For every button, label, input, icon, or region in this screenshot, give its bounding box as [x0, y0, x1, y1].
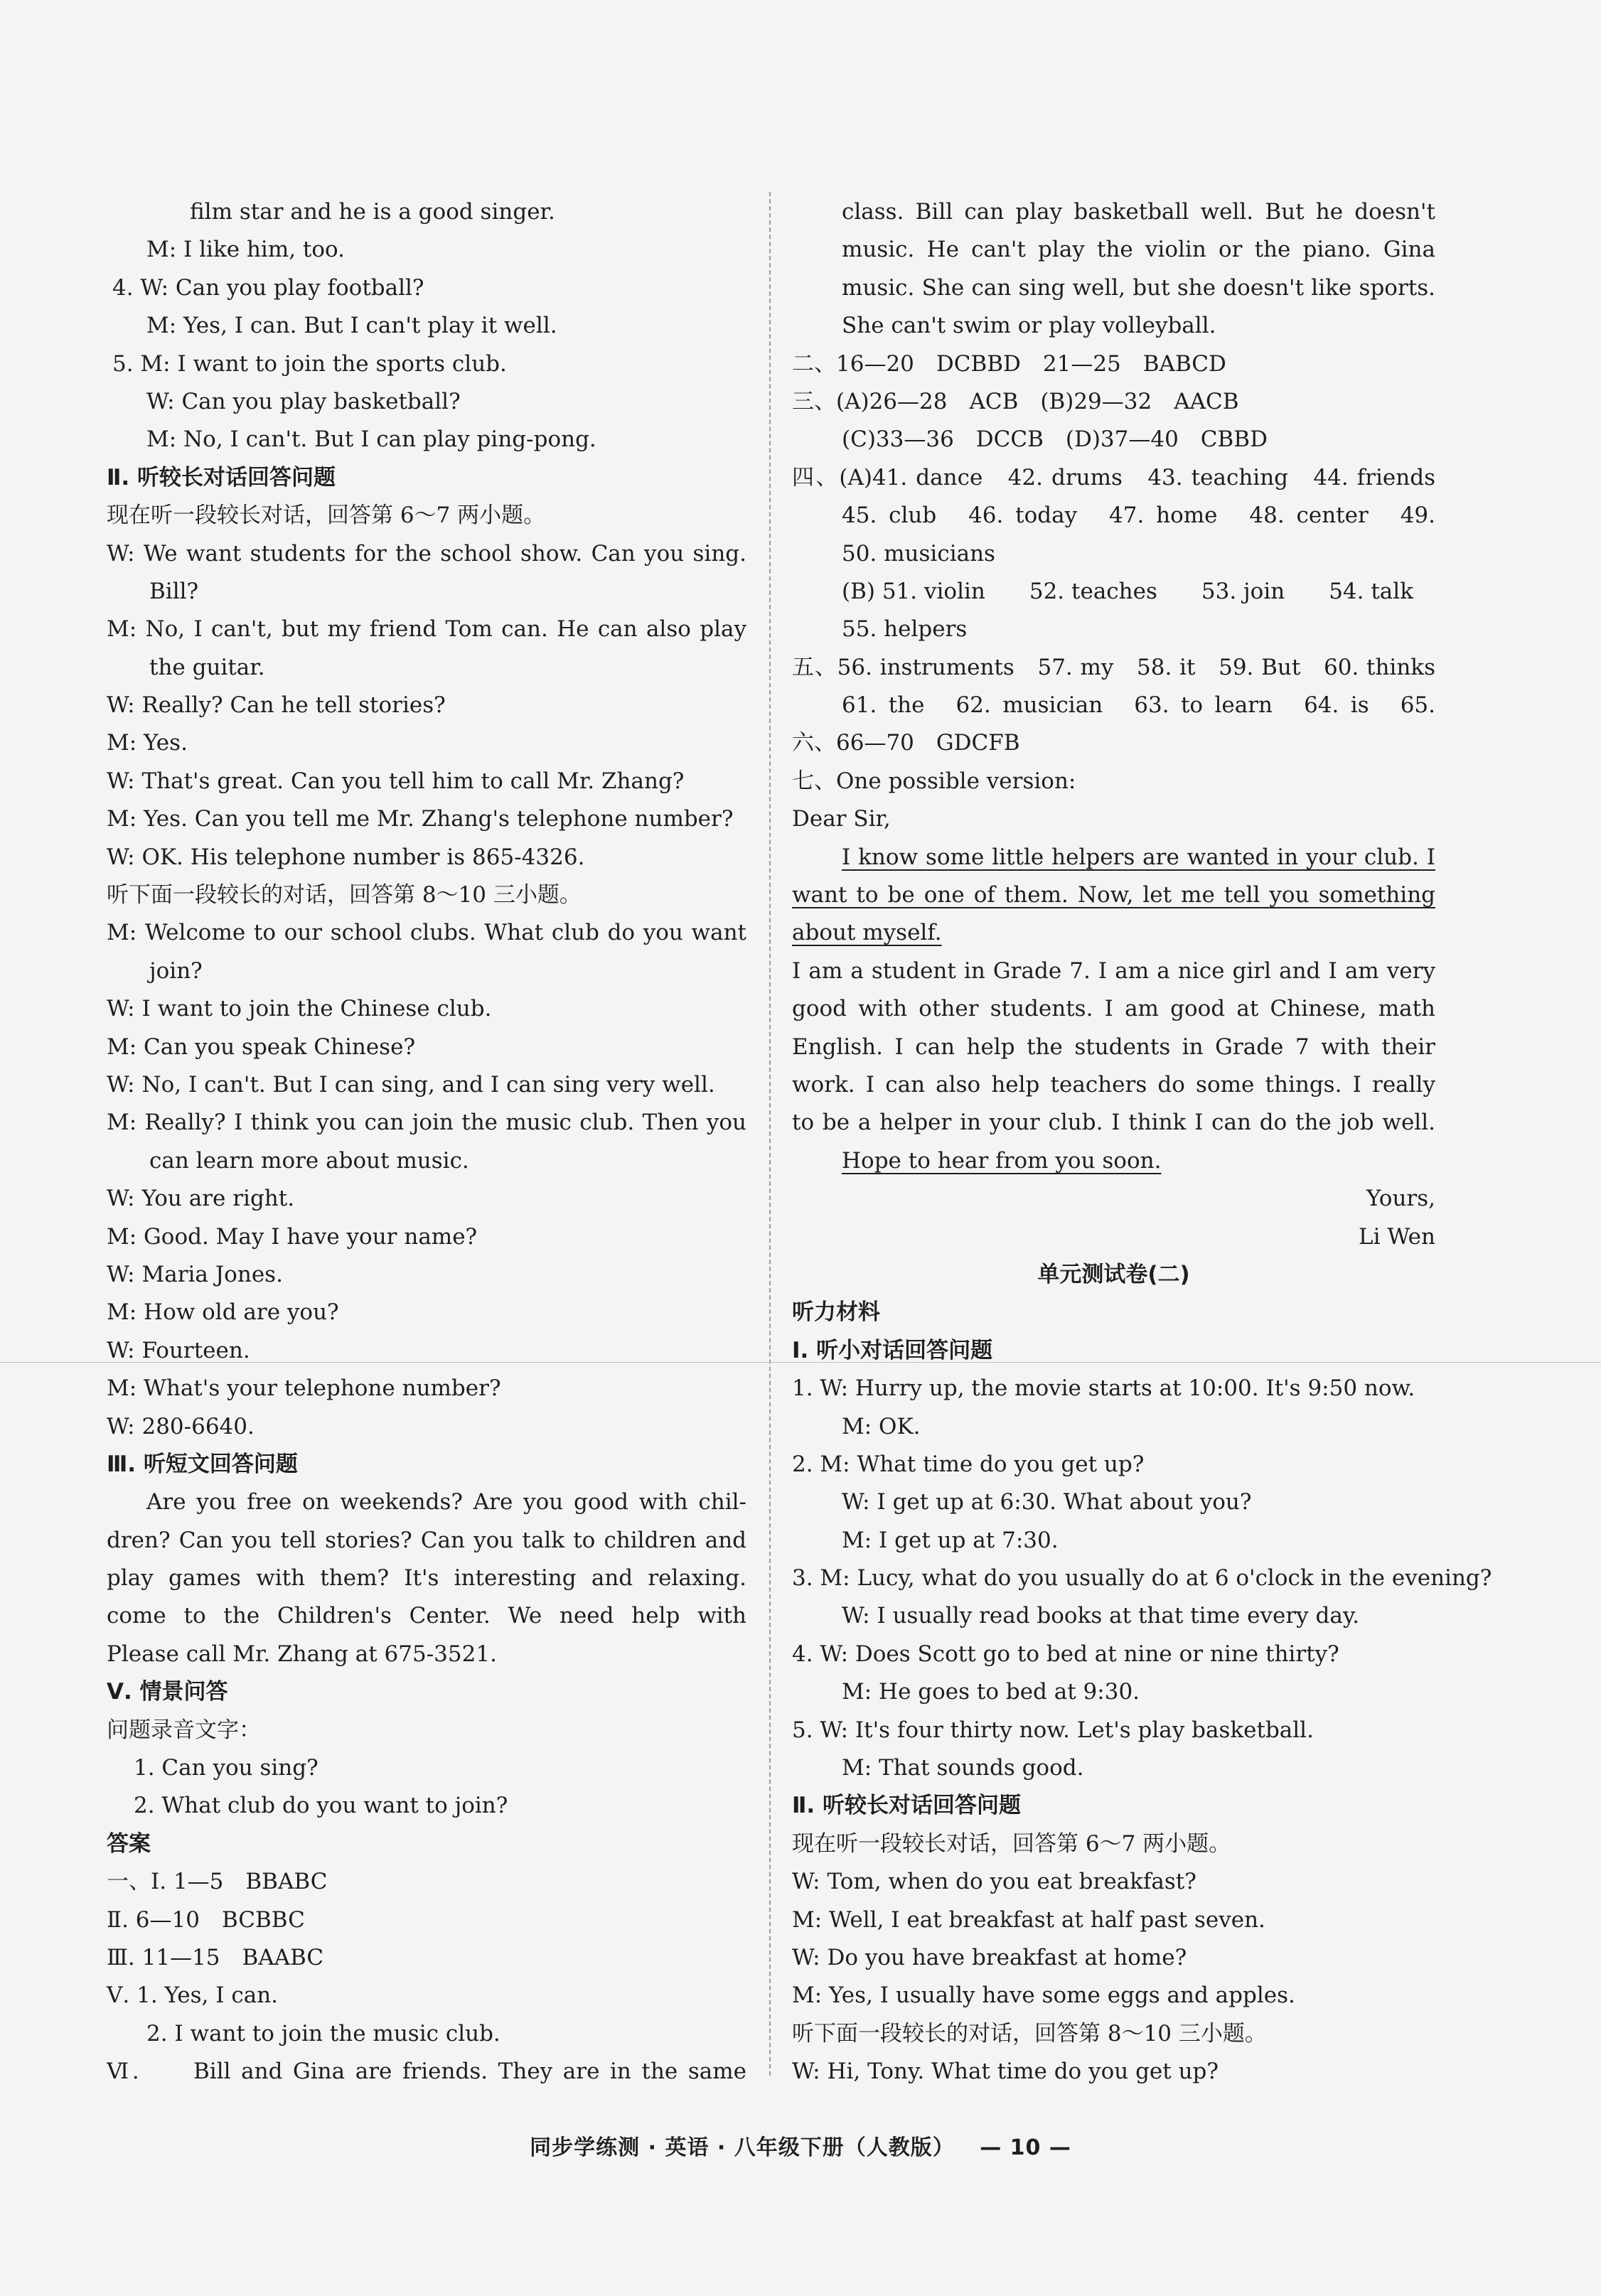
- text-line: [792, 535, 1435, 573]
- text-line: [107, 1408, 746, 1446]
- text-line: [792, 383, 1435, 421]
- text-line-content: 1. Can you sing?: [134, 1755, 318, 1781]
- text-line: [792, 1332, 1435, 1370]
- text-line-content: 单元测试卷(二): [1037, 1261, 1190, 1287]
- text-line: [792, 1294, 1435, 1331]
- text-line-content: 4. W: Does Scott go to bed at nine or nine thirty?: [792, 1641, 1339, 1667]
- text-line-content: film star and he is a good singer.: [190, 199, 555, 225]
- text-line: [792, 1560, 1492, 1597]
- text-line-content: W: Fourteen.: [107, 1337, 250, 1363]
- text-line-content: W: Do you have breakfast at home?: [792, 1944, 1187, 1970]
- text-line-content: M: No, I can't. But I can play ping-pong.: [146, 427, 596, 453]
- text-line-content: M: What's your telephone number?: [107, 1375, 501, 1402]
- text-line-content: M: Yes. Can you tell me Mr. Zhang's telephone number?: [107, 806, 734, 832]
- text-line: [107, 763, 746, 800]
- text-line-content: 听下面一段较长的对话，回答第 8～10 三小题。: [107, 882, 582, 908]
- text-line-content: good with other students. I am good at Chinese, math: [792, 996, 1435, 1022]
- text-line: [792, 763, 1435, 800]
- text-line: [107, 1104, 746, 1142]
- text-line-content: Hope to hear from you soon.: [842, 1147, 1162, 1174]
- text-line-content: I am a student in Grade 7. I am a nice girl and I am very: [792, 957, 1435, 984]
- text-line: [107, 1825, 746, 1863]
- text-line-content: M: Good. May I have your name?: [107, 1223, 478, 1250]
- text-line: [792, 1408, 1435, 1446]
- text-line: [107, 1636, 746, 1673]
- text-line-content: M: Well, I eat breakfast at half past seven.: [792, 1906, 1265, 1933]
- text-line-content: 2. I want to join the music club.: [146, 2020, 500, 2046]
- text-line-content: 现在听一段较长对话，回答第 6～7 两小题。: [792, 1830, 1231, 1857]
- text-line-content: W: I want to join the Chinese club.: [107, 996, 492, 1022]
- text-line: [792, 1636, 1435, 1673]
- text-line-content: Ⅴ. 情景问答: [107, 1679, 228, 1705]
- text-line: [792, 839, 1435, 876]
- text-line-content: Ⅰ. 听小对话回答问题: [792, 1337, 993, 1363]
- text-line-content: M: Can you speak Chinese?: [107, 1034, 416, 1060]
- text-line-content: 现在听一段较长对话，回答第 6～7 两小题。: [107, 503, 546, 529]
- text-line: [107, 421, 746, 458]
- text-line: [107, 1597, 746, 1635]
- text-line-content: M: Yes, I usually have some eggs and apples.: [792, 1983, 1295, 2009]
- text-line: [107, 345, 746, 383]
- text-line-content: 答案: [107, 1830, 151, 1857]
- text-line-content: M: He goes to bed at 9:30.: [842, 1679, 1140, 1705]
- text-line-content: Are you free on weekends? Are you good with chil-: [146, 1489, 746, 1516]
- text-line: [107, 839, 746, 876]
- text-line-content: play games with them? It's interesting and relaxing.: [107, 1565, 746, 1592]
- text-line: [107, 1370, 746, 1407]
- text-line: [792, 1673, 1435, 1711]
- text-line-content: to be a helper in your club. I think I can do the job well.: [792, 1110, 1435, 1136]
- right-column: [792, 193, 1492, 2091]
- text-line: [107, 1863, 746, 1901]
- text-line: [792, 1256, 1435, 1294]
- text-line: [107, 990, 746, 1028]
- text-line: [792, 1901, 1435, 1939]
- text-line-content: 1. W: Hurry up, the movie starts at 10:00. It's 9:50 now.: [792, 1375, 1415, 1402]
- text-line: [107, 1446, 746, 1484]
- text-line: [792, 914, 1435, 952]
- text-line-content: 三、(A)26—28 ACB (B)29—32 AACB: [792, 388, 1239, 414]
- text-line: [792, 1597, 1435, 1635]
- text-line: [792, 1522, 1435, 1560]
- text-line: [792, 231, 1435, 269]
- text-line-content: 2. What club do you want to join?: [134, 1793, 508, 1819]
- text-line: [792, 990, 1435, 1028]
- text-line-content: 50. musicians: [842, 540, 995, 567]
- text-line-content: M: Really? I think you can join the music club. Then you: [107, 1110, 746, 1136]
- text-line: [792, 573, 1435, 611]
- footer-title: 同步学练测 · 英语 · 八年级下册（人教版）: [530, 2135, 955, 2160]
- text-line-content: come to the Children's Center. We need help with: [107, 1603, 746, 1629]
- text-line: [107, 1180, 746, 1218]
- text-line-content: (C)33—36 DCCB (D)37—40 CBBD: [842, 427, 1268, 453]
- text-line: [107, 2053, 746, 2091]
- text-line-content: English. I can help the students in Grade 7 with their: [792, 1034, 1435, 1060]
- text-line: [107, 2015, 746, 2053]
- text-line: [107, 573, 746, 611]
- text-line: [792, 193, 1435, 231]
- text-line: [792, 687, 1435, 724]
- text-line-content: I know some little helpers are wanted in your club. I: [842, 844, 1435, 870]
- text-line: [107, 497, 746, 535]
- text-line: [792, 1825, 1435, 1863]
- text-line: [792, 1218, 1435, 1256]
- text-line: [107, 1939, 746, 1977]
- text-line-content: Ⅱ. 听较长对话回答问题: [792, 1793, 1021, 1819]
- text-line-content: Ⅲ. 11—15 BAABC: [107, 1944, 324, 1970]
- text-line: [107, 1977, 746, 2015]
- text-line: [107, 1484, 746, 1521]
- text-line-content: 五、56. instruments 57. my 58. it 59. But 60. thinks: [792, 654, 1435, 680]
- text-line-content: W: No, I can't. But I can sing, and I can sing very well.: [107, 1071, 715, 1098]
- text-line-content: W: 280-6640.: [107, 1413, 255, 1439]
- text-line: [107, 611, 746, 648]
- text-line-content: music. She can sing well, but she doesn't like sports.: [842, 274, 1435, 301]
- text-line-content: 听下面一段较长的对话，回答第 8～10 三小题。: [792, 2020, 1267, 2046]
- text-line-content: M: I get up at 7:30.: [842, 1527, 1059, 1553]
- text-line: [792, 421, 1435, 458]
- text-line-content: M: How old are you?: [107, 1299, 339, 1326]
- text-line-content: W: Really? Can he tell stories?: [107, 692, 446, 719]
- text-line: [792, 2053, 1435, 2091]
- page-number: — 10 —: [980, 2135, 1071, 2160]
- text-line-content: 七、One possible version:: [792, 768, 1076, 794]
- text-line: [107, 1712, 746, 1749]
- text-line-content: Dear Sir,: [792, 806, 891, 832]
- text-line: [107, 1749, 746, 1787]
- text-line-content: Ⅱ. 6—10 BCBBC: [107, 1906, 305, 1933]
- text-line: [107, 269, 746, 307]
- text-line-content: W: We want students for the school show. Can you sing.: [107, 540, 746, 567]
- text-line: [107, 535, 746, 573]
- text-line-content: M: Yes.: [107, 730, 188, 756]
- text-line-content: W: Hi, Tony. What time do you get up?: [792, 2059, 1219, 2085]
- text-line-content: Ⅱ. 听较长对话回答问题: [107, 464, 336, 490]
- text-line-content: M: That sounds good.: [842, 1755, 1084, 1781]
- text-line: [107, 687, 746, 724]
- text-line: [792, 1712, 1435, 1749]
- text-line-content: 二、16—20 DCBBD 21—25 BABCD: [792, 350, 1226, 377]
- text-line-content: M: I like him, too.: [146, 237, 346, 263]
- text-line: [107, 1294, 746, 1331]
- text-line-content: M: No, I can't, but my friend Tom can. He can also play: [107, 616, 746, 643]
- text-line-content: 3. M: Lucy, what do you usually do at 6 o'clock in the evening?: [792, 1565, 1492, 1592]
- text-line: [107, 307, 746, 345]
- text-line-content: 4. W: Can you play football?: [112, 274, 424, 301]
- text-line-content: Yours,: [1366, 1186, 1435, 1212]
- text-line: [107, 1066, 746, 1104]
- text-line-content: dren? Can you tell stories? Can you talk to children and: [107, 1527, 746, 1553]
- text-line: [792, 876, 1435, 914]
- text-line: [107, 953, 746, 990]
- text-line: [107, 1560, 746, 1597]
- text-line-content: W: OK. His telephone number is 865-4326.: [107, 844, 585, 870]
- text-line-content: can learn more about music.: [149, 1147, 469, 1174]
- text-line-content: M: Welcome to our school clubs. What club do you want: [107, 920, 746, 946]
- text-line: [792, 2015, 1435, 2053]
- text-line-content: W: Tom, when do you eat breakfast?: [792, 1869, 1196, 1895]
- text-line: [792, 1484, 1435, 1521]
- text-line: [792, 307, 1435, 345]
- text-line-content: 四、(A)41. dance 42. drums 43. teaching 44. friends: [792, 464, 1435, 490]
- text-line: [792, 1749, 1435, 1787]
- text-line-content: 2. M: What time do you get up?: [792, 1451, 1145, 1477]
- text-line-content: class. Bill can play basketball well. But he doesn't: [842, 199, 1435, 225]
- text-line: [107, 459, 746, 497]
- text-line: [107, 1029, 746, 1066]
- text-line: [107, 1142, 746, 1180]
- left-column: [107, 193, 746, 2091]
- text-line: [107, 914, 746, 952]
- text-line: [107, 383, 746, 421]
- text-line: [792, 611, 1435, 648]
- text-line-content: W: You are right.: [107, 1186, 295, 1212]
- text-line-content: 5. M: I want to join the sports club.: [112, 350, 507, 377]
- text-line-content: Please call Mr. Zhang at 675-3521.: [107, 1641, 497, 1667]
- text-line: [792, 1180, 1435, 1218]
- text-line: [107, 1673, 746, 1711]
- text-line: [792, 269, 1435, 307]
- text-line: [107, 231, 746, 269]
- text-line: [107, 800, 746, 838]
- text-line: [792, 345, 1435, 383]
- text-line: [792, 1787, 1435, 1825]
- text-line: [107, 193, 746, 231]
- text-line-content: 61. the 62. musician 63. to learn 64. is 65.: [842, 692, 1435, 719]
- text-line-content: Ⅴ. 1. Yes, I can.: [107, 1983, 279, 2009]
- text-line: [792, 1446, 1435, 1484]
- text-line-content: (B) 51. violin 52. teaches 53. join 54. talk: [842, 578, 1413, 604]
- text-line-content: want to be one of them. Now, let me tell you something: [792, 882, 1435, 908]
- text-line-content: 问题录音文字：: [107, 1717, 261, 1743]
- text-line: [792, 1066, 1435, 1104]
- text-line-content: M: OK.: [842, 1413, 921, 1439]
- text-line: [792, 1939, 1435, 1977]
- text-line: [792, 1142, 1435, 1180]
- text-line: [107, 876, 746, 914]
- text-line: [792, 1977, 1435, 2015]
- text-line-content: Ⅲ. 听短文回答问题: [107, 1451, 298, 1477]
- text-line: [792, 953, 1435, 990]
- text-line: [792, 1863, 1435, 1901]
- text-line: [107, 649, 746, 687]
- text-line-content: 一、Ⅰ. 1—5 BBABC: [107, 1869, 328, 1895]
- text-line: [792, 1104, 1435, 1142]
- text-line-content: work. I can also help teachers do some things. I really: [792, 1071, 1435, 1098]
- text-line: [107, 1901, 746, 1939]
- text-line-content: 听力材料: [792, 1299, 880, 1326]
- text-line-content: She can't swim or play volleyball.: [842, 313, 1216, 339]
- text-line-content: join?: [149, 957, 203, 984]
- text-line: [792, 800, 1435, 838]
- text-line-content: Ⅵ. Bill and Gina are friends. They are in the same: [107, 2059, 746, 2085]
- text-line-content: W: Maria Jones.: [107, 1261, 283, 1287]
- text-line-content: 55. helpers: [842, 616, 968, 643]
- text-line: [107, 1522, 746, 1560]
- text-line-content: the guitar.: [149, 654, 265, 680]
- text-line: [792, 1370, 1435, 1407]
- text-line: [792, 1029, 1435, 1066]
- text-line: [792, 649, 1435, 687]
- text-line: [792, 724, 1435, 762]
- text-line-content: W: I get up at 6:30. What about you?: [842, 1489, 1252, 1516]
- text-line-content: music. He can't play the violin or the piano. Gina: [842, 237, 1435, 263]
- text-line-content: 45. club 46. today 47. home 48. center 49.: [842, 503, 1435, 529]
- text-line-content: W: I usually read books at that time every day.: [842, 1603, 1360, 1629]
- text-line: [107, 1218, 746, 1256]
- text-line-content: 六、66—70 GDCFB: [792, 730, 1020, 756]
- text-line-content: Bill?: [149, 578, 199, 604]
- page-footer: [0, 2130, 1601, 2161]
- text-line: [792, 497, 1435, 535]
- text-line-content: M: Yes, I can. But I can't play it well.: [146, 313, 557, 339]
- column-divider: [769, 192, 771, 2076]
- text-line: [107, 724, 746, 762]
- text-line: [792, 459, 1435, 497]
- text-line-content: 5. W: It's four thirty now. Let's play basketball.: [792, 1717, 1314, 1743]
- text-line-content: Li Wen: [1358, 1223, 1435, 1250]
- text-line-content: about myself.: [792, 920, 942, 946]
- text-line-content: W: Can you play basketball?: [146, 388, 461, 414]
- text-line: [107, 1256, 746, 1294]
- text-line: [107, 1332, 746, 1370]
- text-line: [107, 1787, 746, 1825]
- text-line-content: W: That's great. Can you tell him to call Mr. Zhang?: [107, 768, 685, 794]
